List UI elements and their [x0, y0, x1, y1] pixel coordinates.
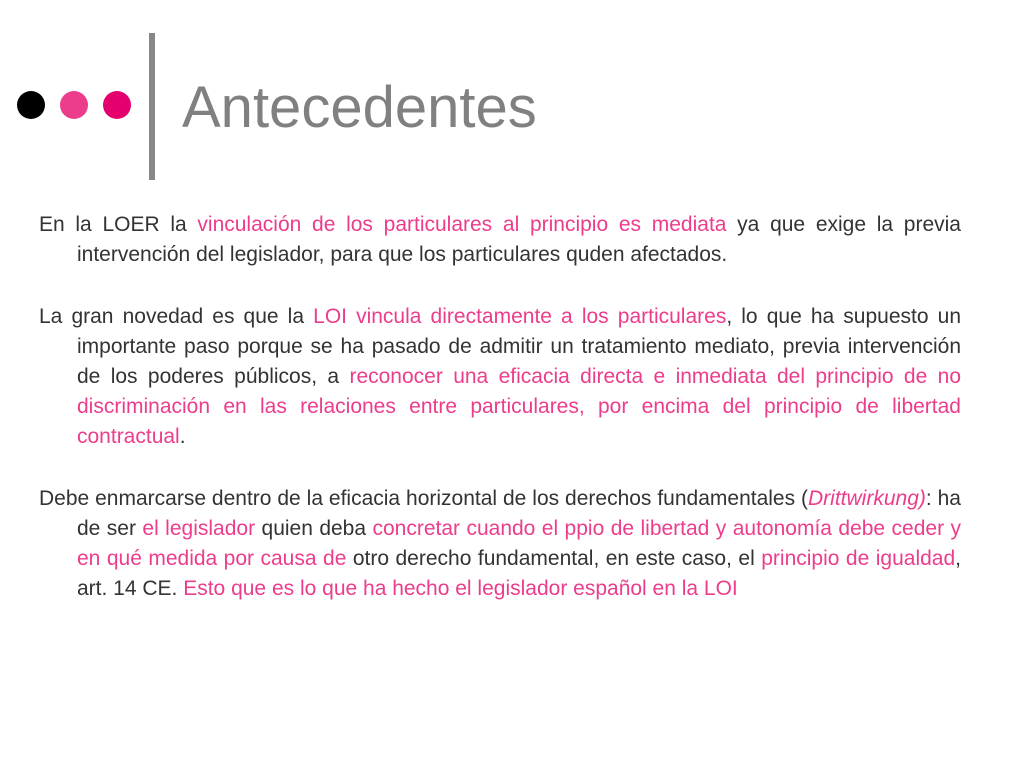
- highlight-segment: Esto que es lo que ha hecho el legislador español en la LOI: [183, 577, 738, 600]
- highlight-segment: vinculación de los particulares al principio es mediata: [197, 213, 727, 236]
- paragraph-drittwirkung: [39, 484, 961, 604]
- text-segment: En la LOER la: [39, 213, 198, 236]
- bullet-dot-pink: [60, 91, 88, 119]
- text-segment: Debe enmarcarse dentro de la eficacia horizontal de los derechos fundamentales (: [39, 487, 809, 510]
- highlight-segment: reconocer una eficacia directa e inmediata del principio de no discriminación en las relaciones entre particulares, por encima del principio de libertad contractual: [77, 365, 961, 448]
- highlight-segment: concretar cuando el ppio de libertad y autonomía debe ceder y en qué medida por causa de: [77, 517, 962, 570]
- highlight-italic-segment: Drittwirkung): [808, 487, 926, 510]
- text-segment: quien deba: [255, 517, 373, 540]
- paragraph-loer: [39, 210, 961, 270]
- text-segment: , lo que ha supuesto un importante paso porque se ha pasado de admitir un tratamiento mediato, previa intervención de los poderes públicos, a: [77, 305, 961, 388]
- slide-body: [39, 210, 961, 636]
- bullet-dot-black: [17, 91, 45, 119]
- text-segment: .: [179, 425, 186, 448]
- bullet-dot-magenta: [103, 91, 131, 119]
- highlight-segment: el legislador: [142, 517, 256, 540]
- text-segment: : ha de ser: [77, 487, 961, 540]
- text-segment: otro derecho fundamental, en este caso, el: [346, 547, 762, 570]
- slide-title: Antecedentes: [182, 75, 537, 140]
- highlight-segment: LOI vincula directamente a los particulares: [313, 305, 727, 328]
- title-divider: [149, 33, 155, 180]
- paragraph-loi-novedad: [39, 302, 961, 452]
- text-segment: , art. 14 CE.: [77, 547, 961, 600]
- text-segment: La gran novedad es que la: [39, 305, 314, 328]
- highlight-segment: principio de igualdad: [761, 547, 956, 570]
- text-segment: ya que exige la previa intervención del legislador, para que los particulares quden afectados.: [77, 213, 961, 266]
